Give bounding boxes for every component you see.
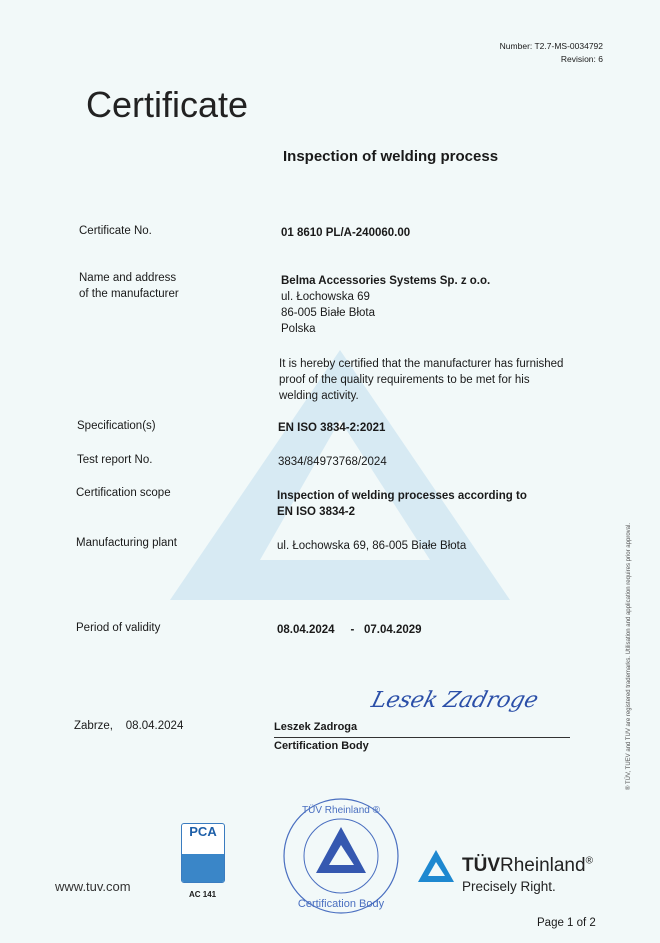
pca-logo: PCA [181, 823, 225, 883]
handwritten-signature: Lesek Zadroge [368, 688, 541, 713]
cert-no-label: Certificate No. [79, 225, 152, 237]
scope-label: Certification scope [76, 487, 171, 499]
tagline: Precisely Right. [462, 879, 556, 894]
plant-label: Manufacturing plant [76, 537, 178, 549]
seal-top-text: TÜV Rheinland ® [302, 805, 380, 816]
certification-body: Certification Body [274, 740, 369, 752]
tuv-logo-icon [416, 848, 456, 884]
plant: ul. Łochowska 69, 86-005 Białe Błota [277, 540, 467, 552]
report-label: Test report No. [77, 454, 153, 466]
manufacturer-label: Name and address of the manufacturer [79, 272, 179, 300]
report: 3834/84973768/2024 [278, 456, 387, 468]
trademark-note: ® TÜV, TUEV and TUV are registered trademarks. Utilisation and application requires prior approval. [626, 523, 632, 790]
spec-label: Specification(s) [77, 420, 156, 432]
signatory-name: Leszek Zadroga [274, 721, 358, 733]
page-title: Certificate [86, 84, 249, 125]
cert-no: 01 8610 PL/A-240060.00 [281, 227, 411, 239]
place-date: Zabrze, 08.04.2024 [74, 720, 184, 732]
validity-label: Period of validity [76, 622, 161, 634]
validity: 08.04.2024 - 07.04.2029 [277, 624, 422, 636]
manufacturer-address: Belma Accessories Systems Sp. z o.o. ul. Łochowska 69 86-005 Białe Błota Polska [281, 275, 491, 335]
revision: Revision: 6 [560, 54, 603, 64]
pca-code: AC 141 [189, 890, 217, 899]
seal-bottom-text: Certification Body [297, 898, 385, 910]
statement: It is hereby certified that the manufacturer has furnished proof of the quality requirements to be met for his welding activity. [279, 358, 564, 402]
scope: Inspection of welding processes according to EN ISO 3834-2 [277, 490, 527, 518]
tuv-certification-seal-icon [282, 797, 400, 915]
page-number: Page 1 of 2 [537, 917, 596, 929]
certificate-number: Number: T2.7-MS-0034792 [499, 41, 603, 51]
subtitle: Inspection of welding process [283, 148, 499, 165]
spec: EN ISO 3834-2:2021 [278, 422, 386, 434]
website-link[interactable]: www.tuv.com [55, 879, 131, 894]
tuv-brand: TÜVRheinland® [462, 855, 593, 876]
